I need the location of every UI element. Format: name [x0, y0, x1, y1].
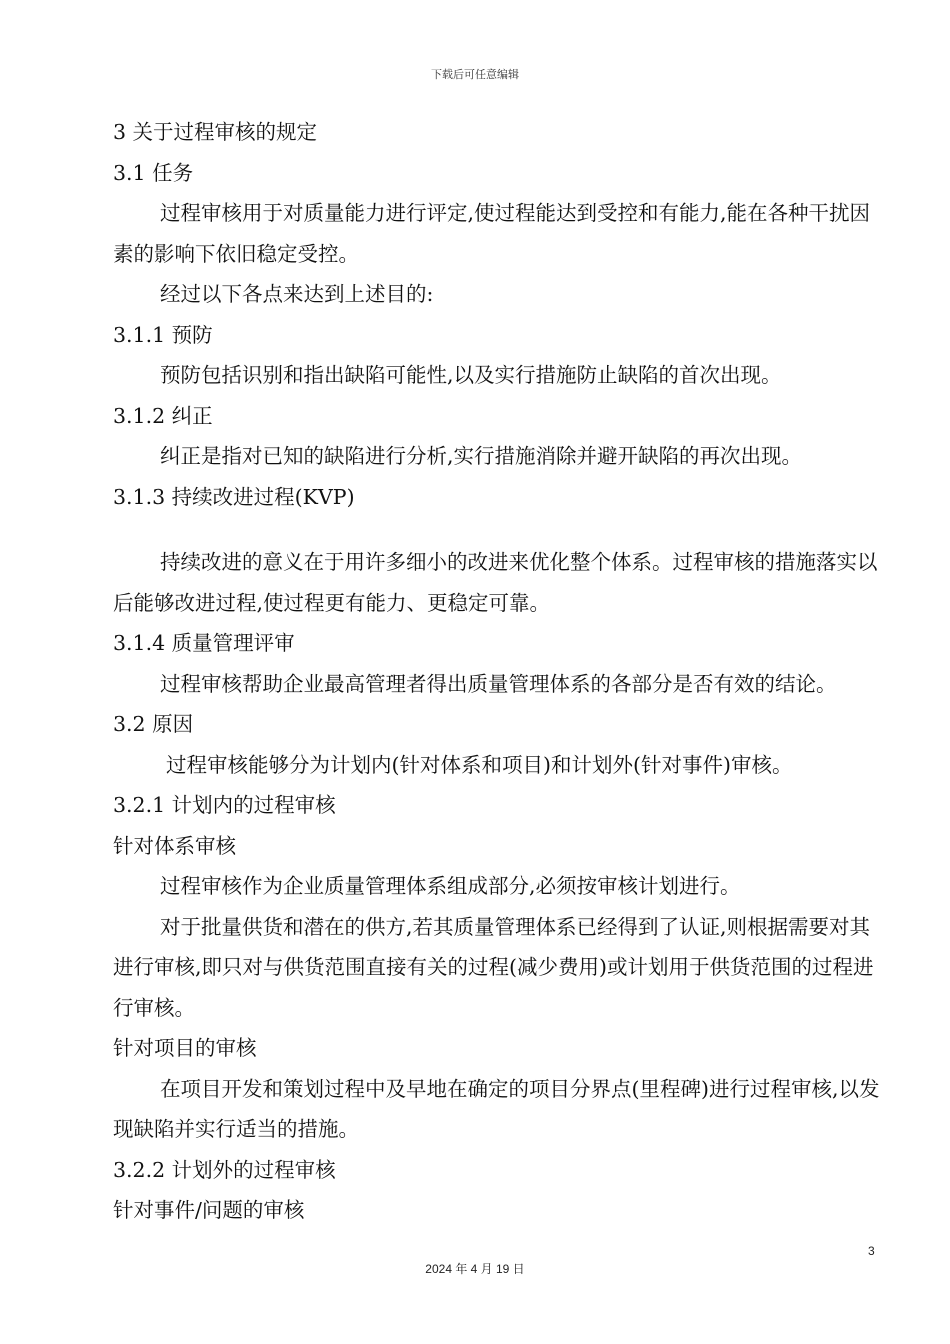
- paragraph-management-review: 过程审核帮助企业最高管理者得出质量管理体系的各部分是否有效的结论。: [160, 671, 837, 696]
- page-header-note: 下载后可任意编辑: [431, 68, 519, 81]
- paragraph-prevention: 预防包括识别和指出缺陷可能性,以及实行措施防止缺陷的首次出现。: [160, 363, 782, 387]
- subheading-project-audit: 针对项目的审核: [113, 1036, 257, 1060]
- paragraph-task: 过程审核用于对质量能力进行评定,使过程能达到受控和有能力,能在各种干扰因素的影响下依旧稳定受控。: [113, 201, 871, 266]
- paragraph-kvp: 持续改进的意义在于用许多细小的改进来优化整个体系。过程审核的措施落实以后能够改进过程,使过程更有能力、更稳定可靠。: [113, 550, 878, 615]
- section-heading-3-1-3: 3.1.3 持续改进过程(KVP): [113, 484, 355, 509]
- section-heading-3-1-1: 3.1.1 预防: [113, 322, 213, 347]
- section-heading-3-2: 3.2 原因: [113, 712, 194, 736]
- section-heading-3: 3 关于过程审核的规定: [113, 120, 318, 144]
- document-body: [113, 112, 885, 1231]
- paragraph-project-audit: 在项目开发和策划过程中及早地在确定的项目分界点(里程碑)进行过程审核,以发现缺陷并实行适当的措施。: [113, 1076, 880, 1141]
- page-number: 3: [868, 1244, 875, 1258]
- paragraph-reasons: 过程审核能够分为计划内(针对体系和项目)和计划外(针对事件)审核。: [166, 752, 793, 777]
- paragraph-supplier-audit: 对于批量供货和潜在的供方,若其质量管理体系已经得到了认证,则根据需要对其进行审核,即只对与供货范围直接有关的过程(减少费用)或计划用于供货范围的过程进行审核。: [113, 914, 874, 1020]
- section-heading-3-1: 3.1 任务: [113, 160, 194, 185]
- subheading-event-audit: 针对事件/问题的审核: [113, 1198, 305, 1222]
- section-heading-3-1-2: 3.1.2 纠正: [113, 403, 213, 428]
- blank-spacer: [113, 517, 885, 542]
- footer-date: 2024 年 4 月 19 日: [425, 1262, 525, 1276]
- section-heading-3-2-1: 3.2.1 计划内的过程审核: [113, 793, 336, 817]
- paragraph-system-audit: 过程审核作为企业质量管理体系组成部分,必须按审核计划进行。: [160, 874, 741, 898]
- paragraph-goals-intro: 经过以下各点来达到上述目的:: [160, 282, 434, 306]
- section-heading-3-2-2: 3.2.2 计划外的过程审核: [113, 1157, 336, 1182]
- subheading-system-audit: 针对体系审核: [113, 833, 236, 858]
- paragraph-correction: 纠正是指对已知的缺陷进行分析,实行措施消除并避开缺陷的再次出现。: [160, 444, 803, 468]
- section-heading-3-1-4: 3.1.4 质量管理评审: [113, 631, 295, 655]
